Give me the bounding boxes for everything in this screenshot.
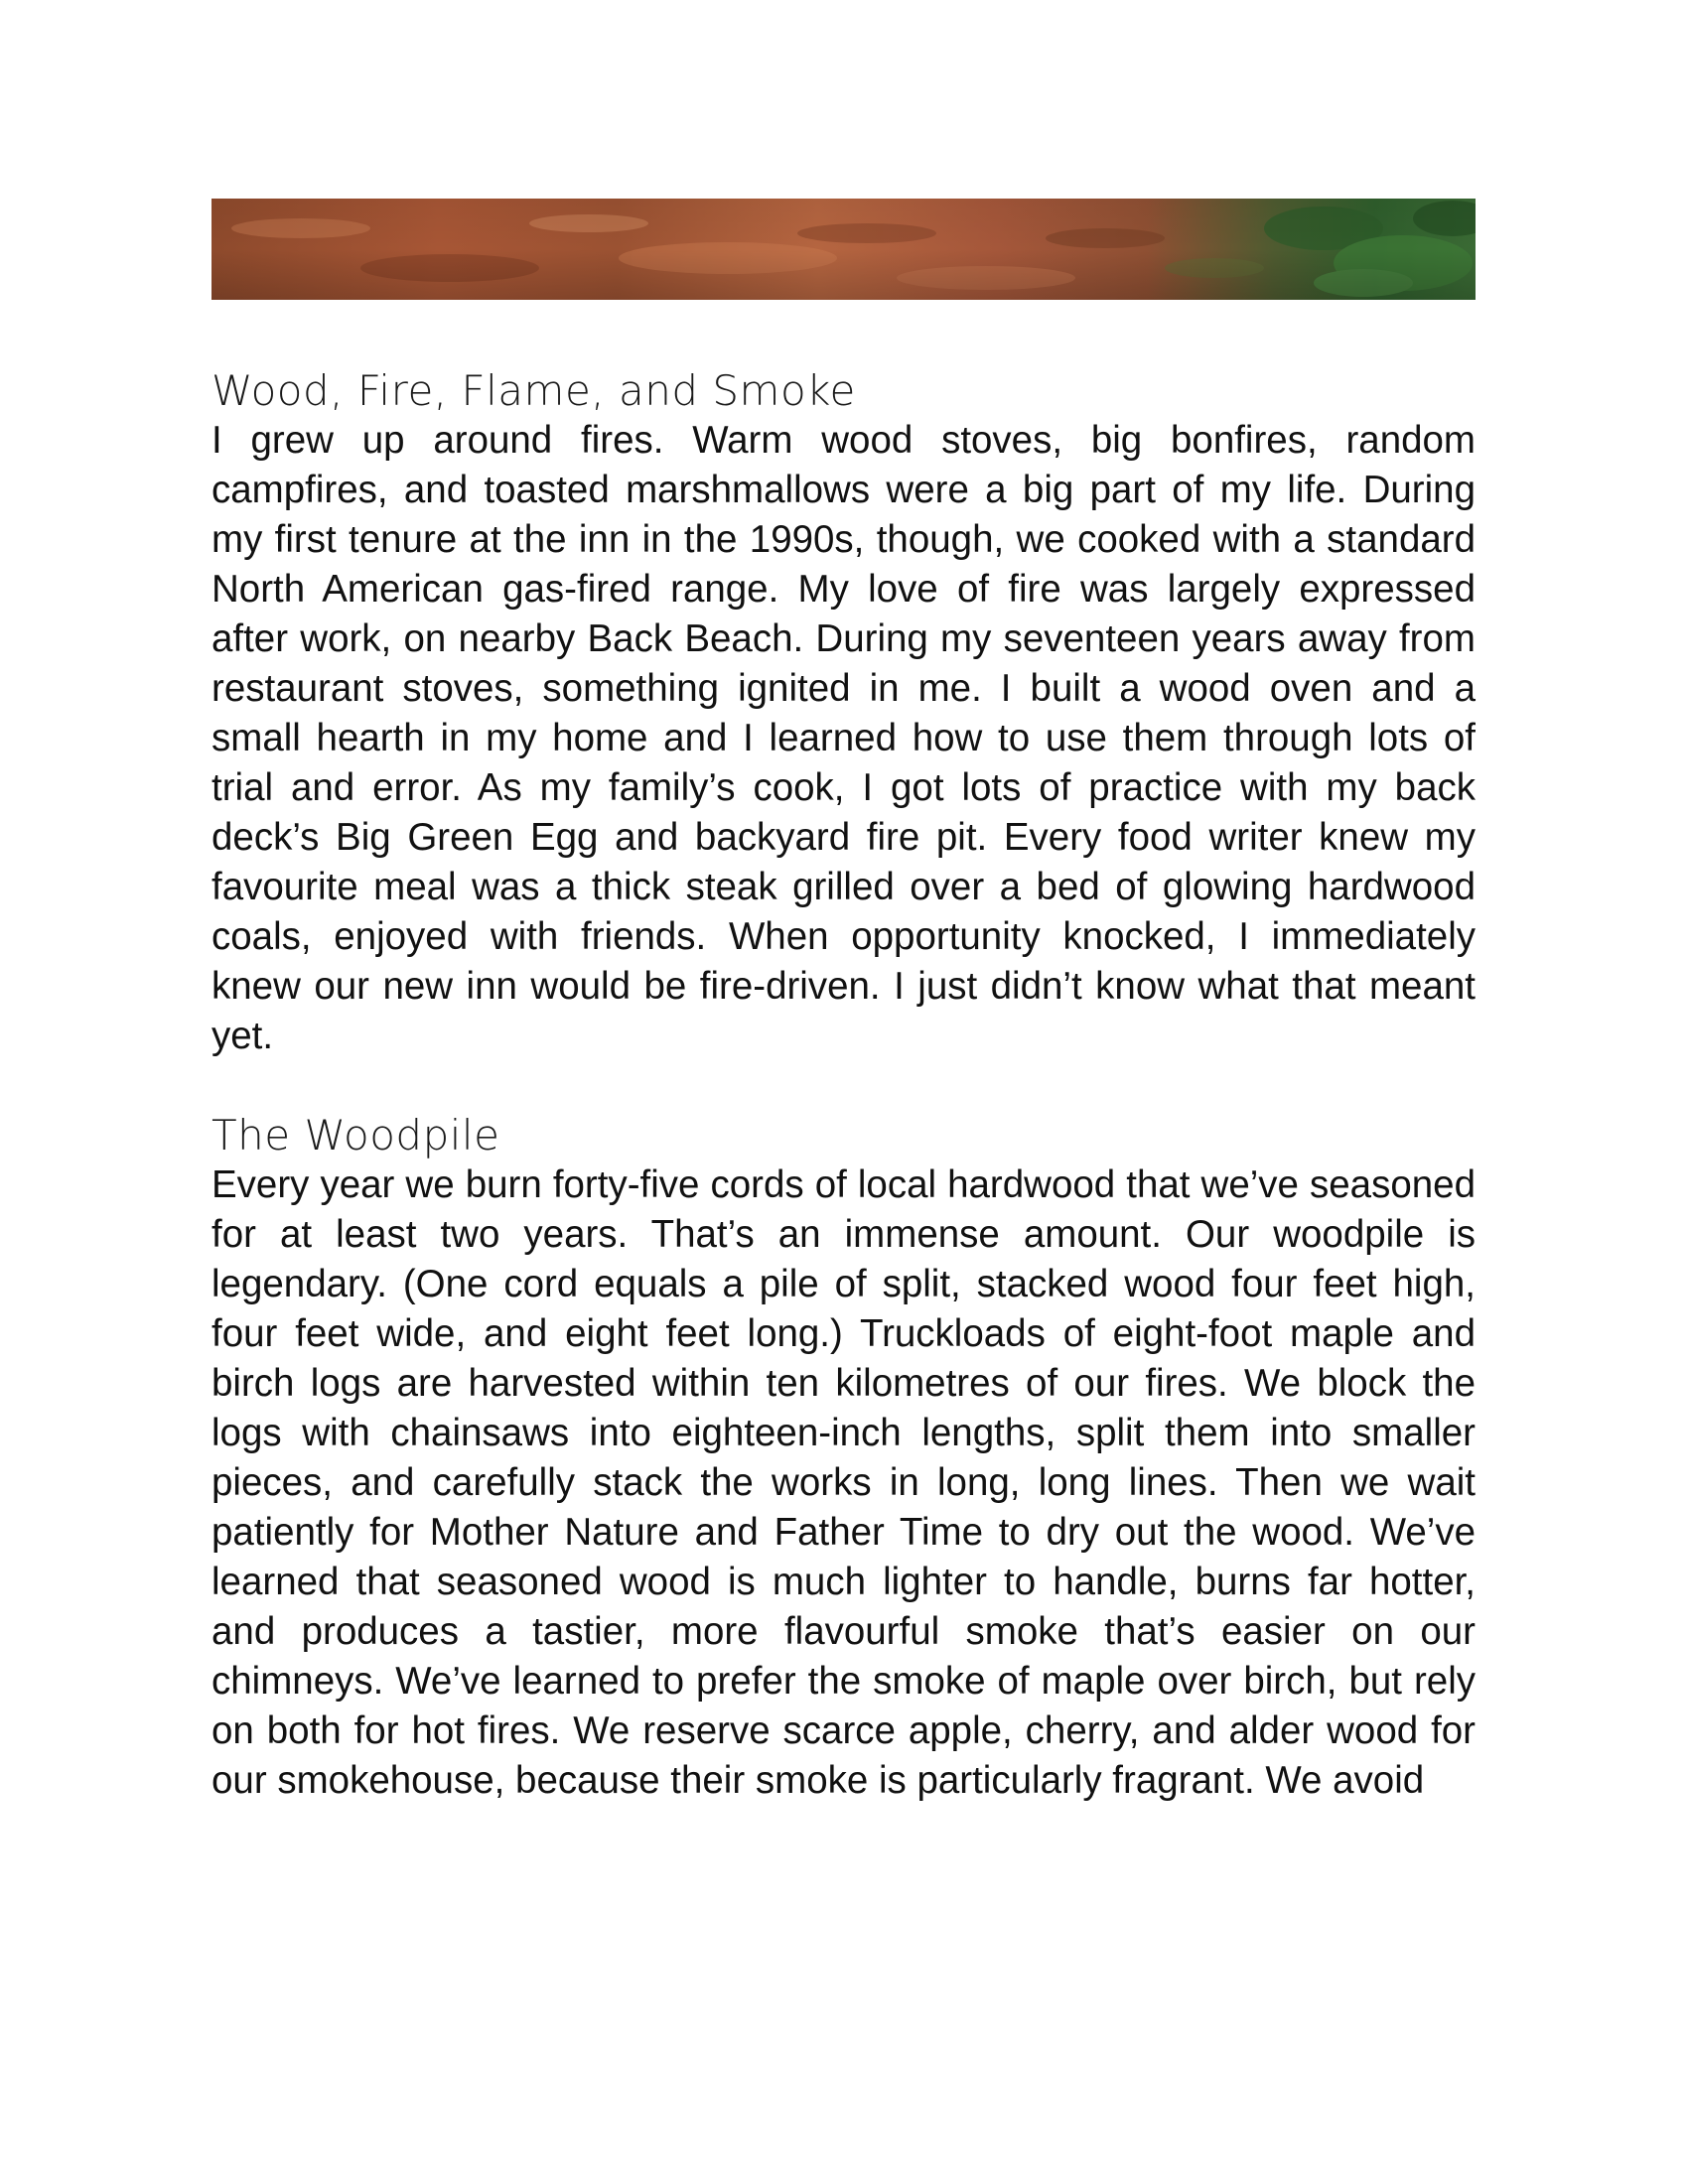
section-title-woodpile: The Woodpile <box>211 1111 500 1160</box>
section-body-wood-fire: I grew up around fires. Warm wood stoves, big bonfires, random campfires, and toasted marshmallows were a big part of my life. During my first tenure at the inn in the 1990s, though, we cooked with a standard North American gas-fired range. My love of fire was largely expressed after work, on nearby Back Beach. During my seventeen years away from restaurant stoves, something ignited in me. I built a wood oven and a small hearth in my home and I learned how to use them through lots of trial and error. As my family’s cook, I got lots of practice with my back deck’s Big Green Egg and backyard fire pit. Every food writer knew my favourite meal was a thick steak grilled over a bed of glowing hardwood coals, enjoyed with friends. When opportunity knocked, I immediately knew our new inn would be fire-driven. I just didn’t know what that meant yet. <box>211 419 1476 1057</box>
page-content <box>211 199 1476 1806</box>
banner-photo <box>211 199 1476 300</box>
section-title-wood-fire: Wood, Fire, Flame, and Smoke <box>211 366 856 415</box>
section-body-woodpile: Every year we burn forty-five cords of local hardwood that we’ve seasoned for at least two years. That’s an immense amount. Our woodpile is legendary. (One cord equals a pile of split, stacked wood four feet high, four feet wide, and eight feet long.) Truckloads of eight-foot maple and birch logs are harvested within ten kilometres of our fires. We block the logs with chainsaws into eighteen-inch lengths, split them into smaller pieces, and carefully stack the works in long, long lines. Then we wait patiently for Mother Nature and Father Time to dry out the wood. We’ve learned that seasoned wood is much lighter to handle, burns far hotter, and produces a tastier, more flavourful smoke that’s easier on our chimneys. We’ve learned to prefer the smoke of maple over birch, but rely on both for hot fires. We reserve scarce apple, cherry, and alder wood for our smokehouse, because their smoke is particularly fragrant. We avoid <box>211 1163 1476 1802</box>
